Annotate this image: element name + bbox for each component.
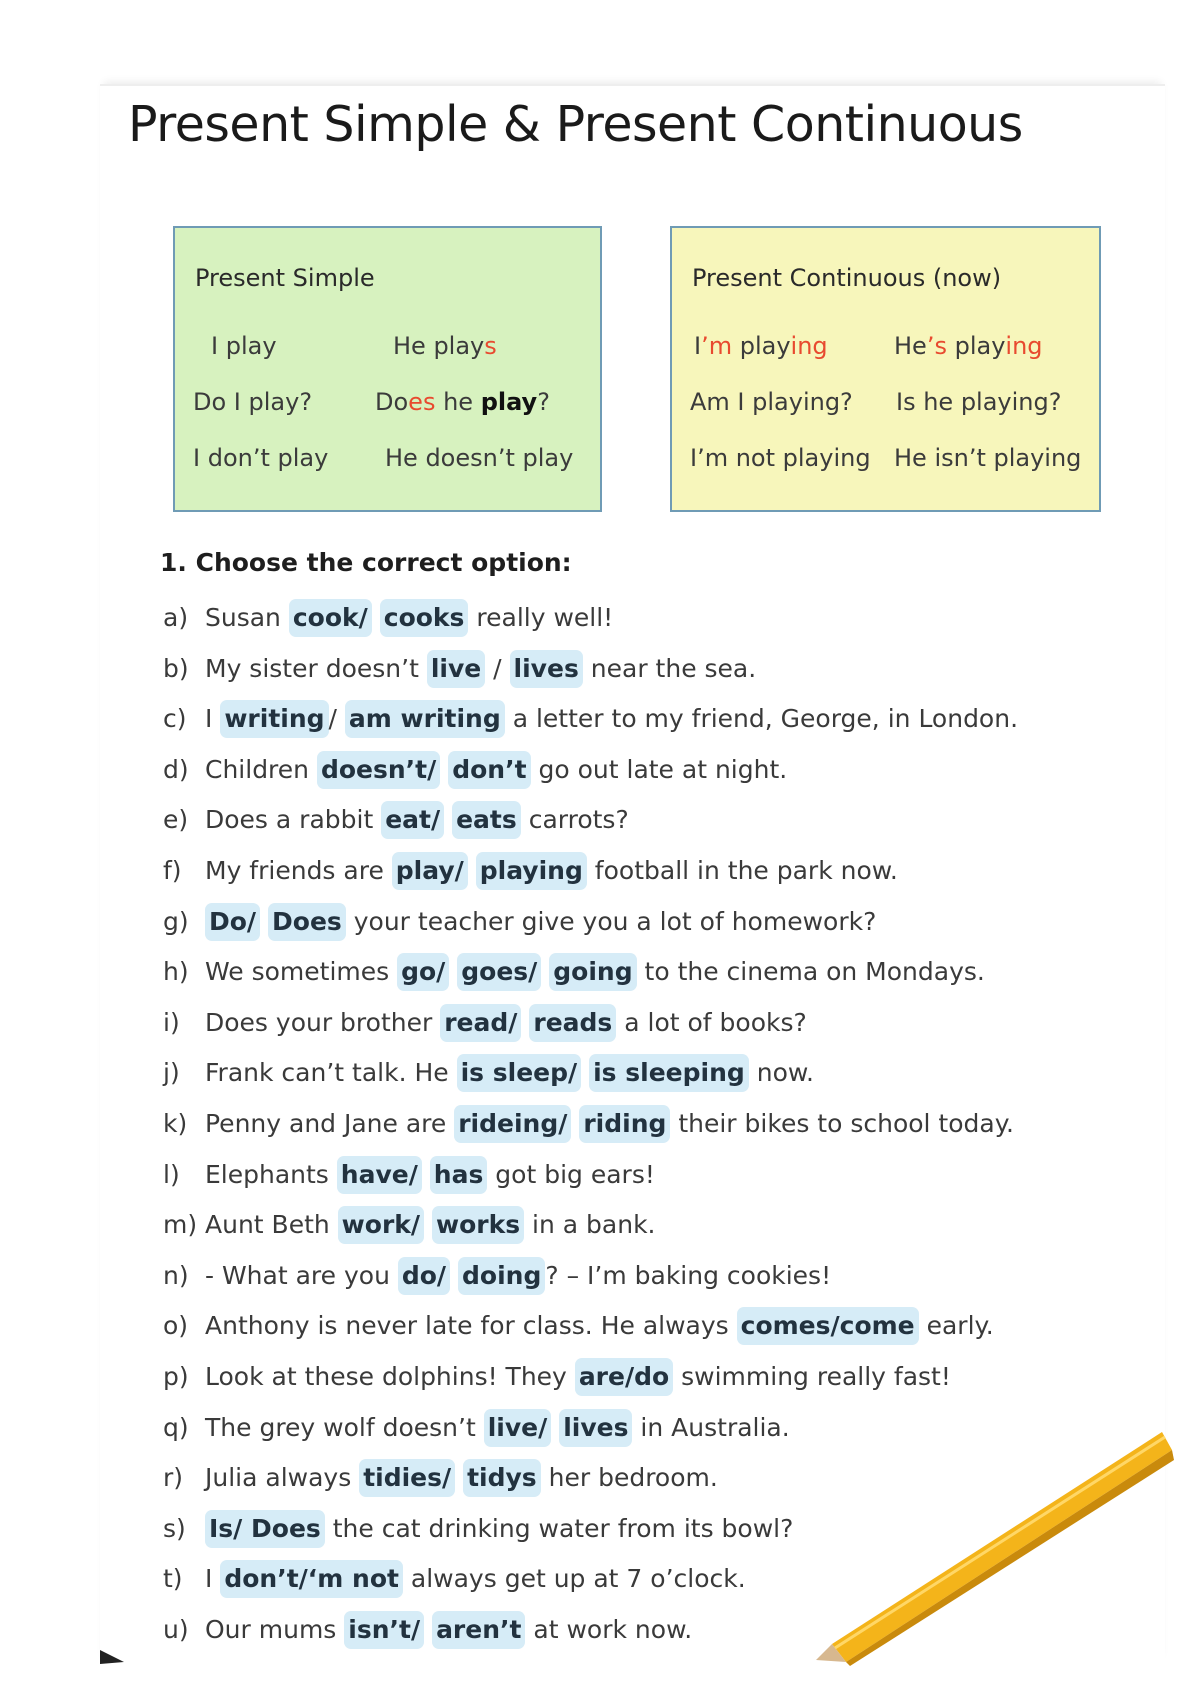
sentence-text: My sister doesn’t	[205, 654, 427, 683]
continuous-question-i: Am I playing?	[690, 388, 853, 416]
sentence-text: really well!	[468, 603, 614, 632]
item-letter: e)	[163, 805, 189, 834]
item-letter: t)	[163, 1564, 183, 1593]
sentence-text: Aunt Beth	[205, 1210, 338, 1239]
answer-option[interactable]: don’t	[448, 751, 530, 789]
sentence-text: go out late at night.	[530, 755, 788, 784]
simple-question-he: Does he play?	[375, 388, 550, 416]
answer-option[interactable]: doesn’t/	[317, 751, 440, 789]
answer-option[interactable]: work/	[338, 1206, 424, 1244]
answer-option[interactable]: go/	[397, 953, 449, 991]
item-letter: g)	[163, 907, 189, 936]
sentence-text: in a bank.	[524, 1210, 656, 1239]
sentence-text: Does your brother	[205, 1008, 441, 1037]
sentence-text: Frank can’t talk. He	[205, 1058, 457, 1087]
simple-negative-i: I don’t play	[193, 444, 329, 472]
continuous-affirmative-i: I’m playing	[694, 332, 828, 360]
answer-option[interactable]: am writing	[345, 700, 505, 738]
sentence-text: football in the park now.	[586, 856, 898, 885]
continuous-affirmative-he: He’s playing	[894, 332, 1043, 360]
item-letter: h)	[163, 957, 189, 986]
sentence-text: your teacher give you a lot of homework?	[345, 907, 877, 936]
page-title: Present Simple & Present Continuous	[128, 96, 1023, 153]
sentence-text: a letter to my friend, George, in London.	[504, 704, 1019, 733]
sentence-text: I	[205, 1564, 221, 1593]
sentence-text: Look at these dolphins! They	[205, 1362, 575, 1391]
sentence-text: I	[205, 704, 221, 733]
sentence-text: carrots?	[520, 805, 629, 834]
item-letter: i)	[163, 1008, 180, 1037]
answer-option[interactable]: works	[432, 1206, 524, 1244]
answer-option[interactable]: is sleep/	[457, 1054, 582, 1092]
sentence-text: Penny and Jane are	[205, 1109, 455, 1138]
sentence-text: Anthony is never late for class. He always	[205, 1311, 737, 1340]
item-letter: f)	[163, 856, 182, 885]
present-simple-heading: Present Simple	[195, 264, 375, 292]
present-continuous-heading: Present Continuous (now)	[692, 264, 1002, 292]
sentence-text: near the sea.	[582, 654, 757, 683]
answer-option[interactable]: aren’t	[432, 1611, 525, 1649]
item-letter: o)	[163, 1311, 189, 1340]
answer-option[interactable]: play/	[392, 852, 468, 890]
sentence-text: to the cinema on Mondays.	[636, 957, 985, 986]
answer-option[interactable]: live	[427, 650, 485, 688]
sentence-text: - What are you	[205, 1261, 398, 1290]
item-letter: m)	[163, 1210, 198, 1239]
item-letter: s)	[163, 1514, 186, 1543]
sentence-text: /	[328, 704, 345, 733]
item-letter: r)	[163, 1463, 184, 1492]
answer-option[interactable]: read/	[440, 1004, 521, 1042]
answer-option[interactable]: don’t/‘m not	[220, 1560, 403, 1598]
sentence-text: My friends are	[205, 856, 392, 885]
sentence-text: now.	[748, 1058, 814, 1087]
answer-option[interactable]: Is/ Does	[205, 1510, 325, 1548]
sentence-text: in Australia.	[632, 1413, 790, 1442]
item-letter: j)	[163, 1058, 180, 1087]
answer-option[interactable]: doing	[458, 1257, 545, 1295]
simple-question-i: Do I play?	[193, 388, 313, 416]
answer-option[interactable]: riding	[579, 1105, 670, 1143]
item-letter: d)	[163, 755, 189, 784]
sentence-text: Susan	[205, 603, 289, 632]
sentence-text: ? – I’m baking cookies!	[545, 1261, 832, 1290]
sentence-text: got big ears!	[487, 1160, 655, 1189]
sentence-text: We sometimes	[205, 957, 398, 986]
suffix-es-highlight: es	[408, 388, 436, 416]
item-letter: c)	[163, 704, 187, 733]
simple-affirmative-he: He plays	[393, 332, 497, 360]
suffix-s-highlight: s	[484, 332, 497, 360]
answer-option[interactable]: live/	[484, 1409, 552, 1447]
sentence-text: Julia always	[205, 1463, 360, 1492]
answer-option[interactable]: comes/come	[737, 1307, 919, 1345]
answer-option[interactable]: Does	[268, 903, 346, 941]
sentence-text: The grey wolf doesn’t	[205, 1413, 484, 1442]
answer-option[interactable]: rideing/	[454, 1105, 571, 1143]
sentence-text: swimming really fast!	[673, 1362, 951, 1391]
sentence-text: her bedroom.	[540, 1463, 718, 1492]
sentence-text: a lot of books?	[616, 1008, 807, 1037]
answer-option[interactable]: tidys	[463, 1459, 541, 1497]
answer-option[interactable]: do/	[398, 1257, 450, 1295]
answer-option[interactable]: tidies/	[359, 1459, 455, 1497]
answer-option[interactable]: has	[430, 1156, 488, 1194]
answer-option[interactable]: Do/	[205, 903, 260, 941]
sentence-text: always get up at 7 o’clock.	[402, 1564, 746, 1593]
answer-option[interactable]: reads	[529, 1004, 616, 1042]
sentence-text: the cat drinking water from its bowl?	[324, 1514, 794, 1543]
sentence-text: Elephants	[205, 1160, 337, 1189]
answer-option[interactable]: cook/	[289, 599, 372, 637]
answer-option[interactable]: eat/	[381, 801, 444, 839]
answer-option[interactable]: playing	[476, 852, 587, 890]
sentence-text: at work now.	[525, 1615, 693, 1644]
continuous-question-he: Is he playing?	[896, 388, 1062, 416]
item-letter: p)	[163, 1362, 189, 1391]
answer-option[interactable]: writing	[220, 700, 328, 738]
answer-option[interactable]: have/	[337, 1156, 422, 1194]
item-letter: a)	[163, 603, 189, 632]
item-letter: k)	[163, 1109, 188, 1138]
answer-option[interactable]: is sleeping	[589, 1054, 749, 1092]
answer-option[interactable]: cooks	[380, 599, 469, 637]
continuous-negative-i: I’m not playing	[690, 444, 871, 472]
exercise-heading: 1. Choose the correct option:	[160, 548, 572, 577]
answer-option[interactable]: goes/	[457, 953, 541, 991]
item-letter: l)	[163, 1160, 180, 1189]
sentence-text: their bikes to school today.	[670, 1109, 1014, 1138]
simple-affirmative-i: I play	[211, 332, 277, 360]
answer-option[interactable]: lives	[510, 650, 583, 688]
answer-option[interactable]: are/do	[575, 1358, 673, 1396]
item-letter: n)	[163, 1261, 189, 1290]
answer-option[interactable]: going	[549, 953, 636, 991]
sentence-text: early.	[918, 1311, 994, 1340]
corner-mark-icon	[100, 1650, 130, 1680]
answer-option[interactable]: isn’t/	[344, 1611, 424, 1649]
item-letter: b)	[163, 654, 189, 683]
sentence-text: /	[485, 654, 510, 683]
answer-option[interactable]: lives	[559, 1409, 632, 1447]
sentence-text: Children	[205, 755, 317, 784]
sentence-text: Does a rabbit	[205, 805, 382, 834]
sentence-text: Our mums	[205, 1615, 345, 1644]
item-letter: q)	[163, 1413, 189, 1442]
answer-option[interactable]: eats	[452, 801, 521, 839]
simple-negative-he: He doesn’t play	[385, 444, 574, 472]
continuous-negative-he: He isn’t playing	[894, 444, 1082, 472]
item-letter: u)	[163, 1615, 189, 1644]
